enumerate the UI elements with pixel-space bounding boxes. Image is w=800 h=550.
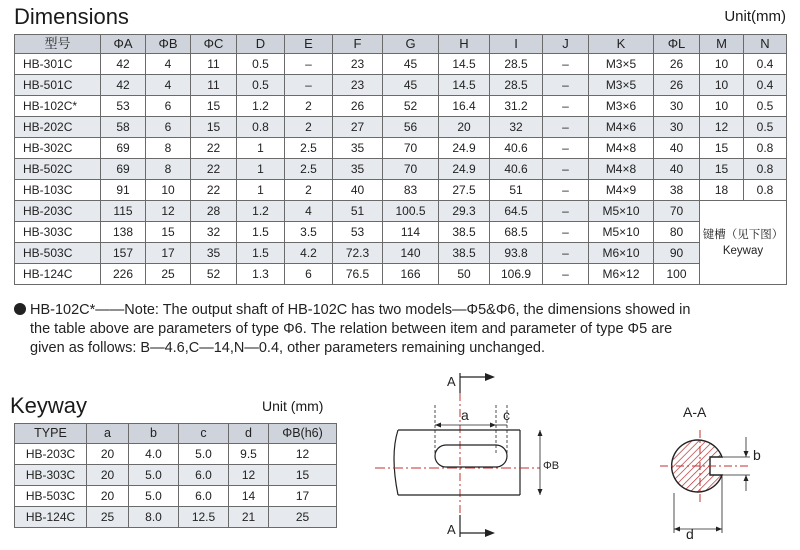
dimensions-cell: 23 — [333, 75, 383, 96]
keyway-cell: HB-124C — [15, 507, 87, 528]
dimensions-cell: 28.5 — [490, 54, 543, 75]
dimensions-cell: 1 — [237, 159, 285, 180]
dimensions-cell: HB-302C — [15, 138, 101, 159]
dimensions-cell: 0.8 — [744, 138, 787, 159]
keyway-header-row — [15, 424, 337, 444]
dimensions-cell: 0.5 — [237, 75, 285, 96]
dimensions-cell: 42 — [101, 75, 146, 96]
dimensions-cell: – — [543, 264, 589, 285]
dimensions-cell: 52 — [383, 96, 439, 117]
dimensions-table — [14, 34, 787, 285]
dimensions-cell: – — [285, 54, 333, 75]
dimensions-header-cell: F — [333, 35, 383, 54]
bullet-icon — [14, 303, 26, 315]
dimensions-cell: 6 — [146, 96, 191, 117]
dimensions-cell: 0.4 — [744, 54, 787, 75]
keyway-cell: 6.0 — [179, 465, 229, 486]
dimensions-cell: 38 — [654, 180, 700, 201]
dimensions-cell: 1.3 — [237, 264, 285, 285]
dimensions-cell: 72.3 — [333, 243, 383, 264]
dimensions-cell: 22 — [191, 180, 237, 201]
dimensions-cell: 35 — [333, 138, 383, 159]
section-view-aa — [660, 404, 761, 542]
keyway-cell: 8.0 — [129, 507, 179, 528]
keyway-header-cell: ΦB(h6) — [269, 424, 337, 444]
dimensions-cell: 26 — [333, 96, 383, 117]
keyway-drawing — [350, 365, 800, 550]
dimensions-header-cell: H — [439, 35, 490, 54]
dimensions-cell: M4×8 — [589, 138, 654, 159]
dimensions-cell: 17 — [146, 243, 191, 264]
dimensions-cell: 10 — [700, 54, 744, 75]
note-line-3: given as follows: B—4.6,C—14,N—0.4, other parameters remaining unchanged. — [30, 340, 546, 356]
dimensions-row — [15, 222, 787, 243]
dimensions-cell: 24.9 — [439, 138, 490, 159]
dimensions-cell: 12 — [700, 117, 744, 138]
dimensions-cell: 11 — [191, 75, 237, 96]
dimensions-cell: 91 — [101, 180, 146, 201]
dimensions-cell: 0.8 — [744, 159, 787, 180]
dimensions-cell: 106.9 — [490, 264, 543, 285]
dimensions-cell: 35 — [191, 243, 237, 264]
dimensions-cell: 68.5 — [490, 222, 543, 243]
keyway-cell: 5.0 — [179, 444, 229, 465]
dimensions-header-cell: N — [744, 35, 787, 54]
label-a: a — [461, 407, 469, 423]
dimensions-cell: M3×5 — [589, 75, 654, 96]
dimensions-cell: 0.5 — [744, 96, 787, 117]
dimensions-cell: 8 — [146, 138, 191, 159]
dimensions-cell: 45 — [383, 54, 439, 75]
section-marker-bottom — [447, 515, 495, 537]
keyway-cell: 12.5 — [179, 507, 229, 528]
dimensions-cell: 28.5 — [490, 75, 543, 96]
dimensions-row — [15, 54, 787, 75]
dimensions-cell: 8 — [146, 159, 191, 180]
dimensions-cell: – — [285, 75, 333, 96]
keyway-title: Keyway — [10, 393, 88, 418]
dimensions-cell: 4.2 — [285, 243, 333, 264]
dimensions-cell: – — [543, 222, 589, 243]
dimensions-cell: 15 — [700, 159, 744, 180]
dimensions-cell: M5×10 — [589, 201, 654, 222]
dimensions-row — [15, 264, 787, 285]
dimensions-cell: 100 — [654, 264, 700, 285]
dimensions-cell: HB-124C — [15, 264, 101, 285]
dimensions-cell: 0.5 — [744, 117, 787, 138]
keyway-cell: 20 — [87, 444, 129, 465]
dimensions-cell: HB-502C — [15, 159, 101, 180]
keyway-row — [15, 486, 337, 507]
dimensions-header-cell: D — [237, 35, 285, 54]
dimensions-header-row — [15, 35, 787, 54]
dimensions-cell: – — [543, 180, 589, 201]
dimensions-row — [15, 159, 787, 180]
dimensions-cell: M6×12 — [589, 264, 654, 285]
keyway-cell: 20 — [87, 486, 129, 507]
dimensions-header-cell: ΦC — [191, 35, 237, 54]
dimensions-cell: 58 — [101, 117, 146, 138]
dimensions-cell: 56 — [383, 117, 439, 138]
dimensions-cell: 6 — [285, 264, 333, 285]
dimensions-header-cell: E — [285, 35, 333, 54]
dimensions-row — [15, 96, 787, 117]
dimensions-cell: 10 — [700, 96, 744, 117]
dimensions-cell: 10 — [146, 180, 191, 201]
keyway-cell: 6.0 — [179, 486, 229, 507]
dimensions-cell: HB-303C — [15, 222, 101, 243]
dimensions-cell: – — [543, 117, 589, 138]
dimensions-cell: 26 — [654, 75, 700, 96]
dimensions-header-cell: M — [700, 35, 744, 54]
dimensions-cell: 1.2 — [237, 96, 285, 117]
dimensions-cell: 0.4 — [744, 75, 787, 96]
label-d: d — [686, 526, 694, 542]
dimensions-cell: 3.5 — [285, 222, 333, 243]
dimensions-cell: HB-103C — [15, 180, 101, 201]
keyway-cell: 25 — [269, 507, 337, 528]
dimensions-cell: 138 — [101, 222, 146, 243]
dimensions-row — [15, 75, 787, 96]
dimensions-header-cell: J — [543, 35, 589, 54]
dimensions-cell: 90 — [654, 243, 700, 264]
keyway-cell: 17 — [269, 486, 337, 507]
dimensions-cell: 15 — [700, 138, 744, 159]
keyway-table — [14, 423, 337, 528]
keyway-cell: 20 — [87, 465, 129, 486]
dimensions-cell: 15 — [191, 117, 237, 138]
section-label-top: A — [447, 374, 456, 389]
dimensions-cell: 28 — [191, 201, 237, 222]
dimensions-header-cell: I — [490, 35, 543, 54]
dimensions-cell: M3×5 — [589, 54, 654, 75]
dimensions-cell: 20 — [439, 117, 490, 138]
dimensions-cell: 1 — [237, 180, 285, 201]
keyway-cell: 12 — [229, 465, 269, 486]
dimensions-cell: 166 — [383, 264, 439, 285]
dimensions-cell: M6×10 — [589, 243, 654, 264]
dimensions-cell: – — [543, 159, 589, 180]
dimensions-cell: 32 — [191, 222, 237, 243]
dimensions-cell: 40 — [654, 159, 700, 180]
dimensions-cell: 53 — [333, 222, 383, 243]
dimensions-cell: 157 — [101, 243, 146, 264]
dimensions-cell: 38.5 — [439, 222, 490, 243]
keyway-cell: 15 — [269, 465, 337, 486]
dimensions-cell: HB-503C — [15, 243, 101, 264]
dimensions-cell: 2.5 — [285, 138, 333, 159]
dimensions-cell: 51 — [490, 180, 543, 201]
dimensions-cell: M4×6 — [589, 117, 654, 138]
dimensions-cell: 14.5 — [439, 75, 490, 96]
dimensions-cell: 70 — [383, 159, 439, 180]
dimensions-cell: 15 — [146, 222, 191, 243]
dimensions-cell: 16.4 — [439, 96, 490, 117]
dimensions-cell: 4 — [285, 201, 333, 222]
dimensions-cell: 40 — [654, 138, 700, 159]
dimensions-cell: 32 — [490, 117, 543, 138]
dimensions-cell: 1.5 — [237, 243, 285, 264]
keyway-header-cell: d — [229, 424, 269, 444]
keyway-note-en: Keyway — [722, 244, 764, 257]
keyway-header-cell: b — [129, 424, 179, 444]
keyway-row — [15, 444, 337, 465]
dimensions-cell: 29.3 — [439, 201, 490, 222]
dimensions-cell: 25 — [146, 264, 191, 285]
dimensions-cell: 2 — [285, 96, 333, 117]
dimensions-cell: 42 — [101, 54, 146, 75]
dimensions-cell: 6 — [146, 117, 191, 138]
dimensions-cell: HB-203C — [15, 201, 101, 222]
dimensions-cell: 140 — [383, 243, 439, 264]
keyway-cell: 5.0 — [129, 486, 179, 507]
keyway-row — [15, 507, 337, 528]
dimensions-cell: 1 — [237, 138, 285, 159]
dimensions-cell: 45 — [383, 75, 439, 96]
dimensions-cell: 0.5 — [237, 54, 285, 75]
section-title: A-A — [683, 404, 707, 420]
dimensions-cell: 70 — [654, 201, 700, 222]
dimensions-cell: – — [543, 96, 589, 117]
dimensions-cell: 51 — [333, 201, 383, 222]
dimensions-cell: 40.6 — [490, 138, 543, 159]
dimensions-cell: 2 — [285, 117, 333, 138]
dimensions-cell: 69 — [101, 138, 146, 159]
dimensions-cell: 93.8 — [490, 243, 543, 264]
note-line-2: the table above are parameters of type Φ6. The relation between item and parameter of type Φ5 are — [30, 321, 673, 337]
dimensions-title: Dimensions — [14, 4, 129, 29]
dimensions-cell: HB-501C — [15, 75, 101, 96]
dimensions-cell: 1.2 — [237, 201, 285, 222]
keyway-cell: 21 — [229, 507, 269, 528]
dimensions-cell: 18 — [700, 180, 744, 201]
dimensions-header-cell: 型号 — [15, 35, 101, 54]
dimensions-cell: 0.8 — [237, 117, 285, 138]
dimensions-cell: 31.2 — [490, 96, 543, 117]
dimensions-header-cell: ΦL — [654, 35, 700, 54]
dimensions-cell: 1.5 — [237, 222, 285, 243]
dimensions-cell: 30 — [654, 117, 700, 138]
keyway-cell: 9.5 — [229, 444, 269, 465]
label-b: b — [753, 447, 761, 463]
dimensions-cell: 14.5 — [439, 54, 490, 75]
dimensions-row — [15, 180, 787, 201]
dimensions-cell: 69 — [101, 159, 146, 180]
dimensions-cell: – — [543, 138, 589, 159]
dimensions-cell: 52 — [191, 264, 237, 285]
keyway-header-cell: c — [179, 424, 229, 444]
keyway-row — [15, 465, 337, 486]
dimensions-cell: 40 — [333, 180, 383, 201]
dimensions-row — [15, 201, 787, 222]
dimensions-cell: 27.5 — [439, 180, 490, 201]
dimensions-cell: 4 — [146, 54, 191, 75]
keyway-cell: 5.0 — [129, 465, 179, 486]
keyway-cell: 4.0 — [129, 444, 179, 465]
dimensions-row — [15, 243, 787, 264]
dimensions-cell: HB-102C* — [15, 96, 101, 117]
dimensions-header-cell: G — [383, 35, 439, 54]
dimensions-cell: 64.5 — [490, 201, 543, 222]
dimensions-cell: M3×6 — [589, 96, 654, 117]
dimensions-cell: 40.6 — [490, 159, 543, 180]
dimensions-cell: M4×9 — [589, 180, 654, 201]
keyway-cell: 12 — [269, 444, 337, 465]
keyway-cell: HB-203C — [15, 444, 87, 465]
keyway-unit: Unit (mm) — [262, 398, 324, 414]
dimensions-header-cell: ΦA — [101, 35, 146, 54]
dimensions-cell: 4 — [146, 75, 191, 96]
keyway-note-cn: 键槽（见下图） — [702, 228, 784, 241]
dimensions-cell: 70 — [383, 138, 439, 159]
dimensions-cell: 12 — [146, 201, 191, 222]
dimensions-cell: 100.5 — [383, 201, 439, 222]
dimensions-cell: 23 — [333, 54, 383, 75]
dimensions-cell: 24.9 — [439, 159, 490, 180]
dimensions-header-cell: K — [589, 35, 654, 54]
label-phib: ΦB — [543, 460, 560, 472]
section-marker-top — [447, 373, 495, 393]
dimensions-unit: Unit(mm) — [724, 8, 786, 25]
keyway-reference-cell — [700, 201, 787, 285]
dimensions-cell: 50 — [439, 264, 490, 285]
dimensions-cell: 226 — [101, 264, 146, 285]
dimensions-cell: 80 — [654, 222, 700, 243]
keyway-header-cell: a — [87, 424, 129, 444]
dimensions-cell: HB-202C — [15, 117, 101, 138]
label-c: c — [503, 407, 510, 423]
dimensions-cell: 22 — [191, 159, 237, 180]
section-label-bottom: A — [447, 522, 456, 537]
dimensions-cell: 2 — [285, 180, 333, 201]
dimensions-cell: 2.5 — [285, 159, 333, 180]
dimensions-cell: – — [543, 75, 589, 96]
keyway-cell: HB-303C — [15, 465, 87, 486]
dimensions-cell: – — [543, 54, 589, 75]
dimensions-cell: – — [543, 201, 589, 222]
keyway-header-cell: TYPE — [15, 424, 87, 444]
dimensions-cell: M5×10 — [589, 222, 654, 243]
dimensions-header-cell: ΦB — [146, 35, 191, 54]
dimensions-cell: 115 — [101, 201, 146, 222]
dimensions-cell: 30 — [654, 96, 700, 117]
keyway-cell: 25 — [87, 507, 129, 528]
dimensions-cell: – — [543, 243, 589, 264]
dimensions-cell: 10 — [700, 75, 744, 96]
dimensions-cell: 15 — [191, 96, 237, 117]
dimensions-cell: 83 — [383, 180, 439, 201]
dimensions-cell: 38.5 — [439, 243, 490, 264]
dimensions-cell: 22 — [191, 138, 237, 159]
shaft-side-view — [375, 405, 559, 495]
dimensions-cell: M4×8 — [589, 159, 654, 180]
dimensions-cell: 26 — [654, 54, 700, 75]
dimensions-row — [15, 138, 787, 159]
keyway-cell: HB-503C — [15, 486, 87, 507]
dimensions-cell: 35 — [333, 159, 383, 180]
note-lead: HB-102C*—— — [30, 302, 125, 318]
shaft-note — [14, 301, 794, 358]
dimensions-cell: 0.8 — [744, 180, 787, 201]
dimensions-cell: 114 — [383, 222, 439, 243]
note-line-1: Note: The output shaft of HB-102C has two models—Φ5&Φ6, the dimensions showed in — [124, 302, 691, 318]
keyway-cell: 14 — [229, 486, 269, 507]
dimensions-cell: 27 — [333, 117, 383, 138]
dimensions-cell: 53 — [101, 96, 146, 117]
dimensions-cell: 11 — [191, 54, 237, 75]
dimensions-cell: 76.5 — [333, 264, 383, 285]
dimensions-cell: HB-301C — [15, 54, 101, 75]
dimensions-row — [15, 117, 787, 138]
